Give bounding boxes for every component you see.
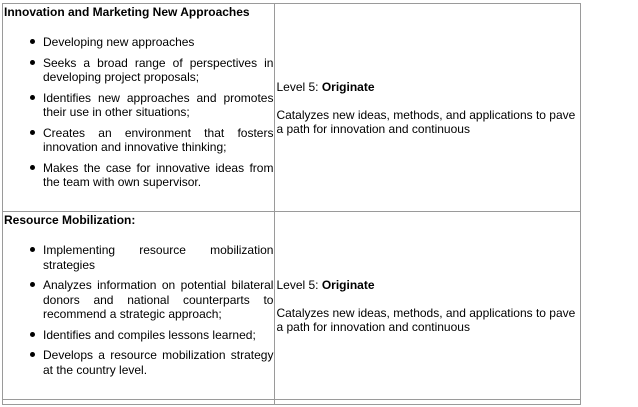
level-description: Catalyzes new ideas, methods, and applications to pave a path for innovation and continuous	[276, 305, 576, 334]
level-cell	[275, 4, 581, 212]
level-label	[275, 80, 580, 94]
competency-cell	[3, 400, 275, 405]
level-cell	[275, 212, 581, 400]
level-cell	[275, 400, 581, 405]
level-prefix: Level 5:	[276, 79, 322, 94]
competency-row	[3, 4, 581, 212]
level-name: Originate	[321, 277, 375, 292]
level-description: Catalyzes new ideas, methods, and applications to pave a path for innovation and continuous	[276, 107, 576, 136]
competency-row	[3, 212, 581, 400]
competency-table	[2, 3, 581, 405]
behavior-list	[3, 35, 274, 190]
section-title: Resource Mobilization:	[4, 213, 136, 227]
competency-row	[3, 400, 581, 405]
behavior-item: Makes the case for innovative ideas from the team with own supervisor.	[43, 160, 274, 189]
level-label	[275, 278, 580, 292]
competency-cell	[3, 212, 275, 400]
level-name: Originate	[321, 79, 375, 94]
level-prefix: Level 5:	[276, 277, 322, 292]
section-title: Innovation and Marketing New Approaches	[4, 5, 250, 19]
behavior-item: Creates an environment that fosters innovation and innovative thinking;	[43, 125, 274, 154]
behavior-item: Identifies new approaches and promotes their use in other situations;	[43, 90, 274, 119]
behavior-item: Seeks a broad range of perspectives in developing project proposals;	[43, 55, 274, 84]
behavior-item: Developing new approaches	[43, 35, 274, 50]
competency-cell	[3, 4, 275, 212]
behavior-list	[3, 243, 274, 377]
behavior-item: Analyzes information on potential bilateral donors and national counterparts to recommend a strategic approach;	[43, 278, 274, 321]
behavior-item: Develops a resource mobilization strategy at the country level.	[43, 348, 274, 377]
behavior-item: Implementing resource mobilization strategies	[43, 243, 274, 272]
behavior-item: Identifies and compiles lessons learned;	[43, 328, 274, 343]
